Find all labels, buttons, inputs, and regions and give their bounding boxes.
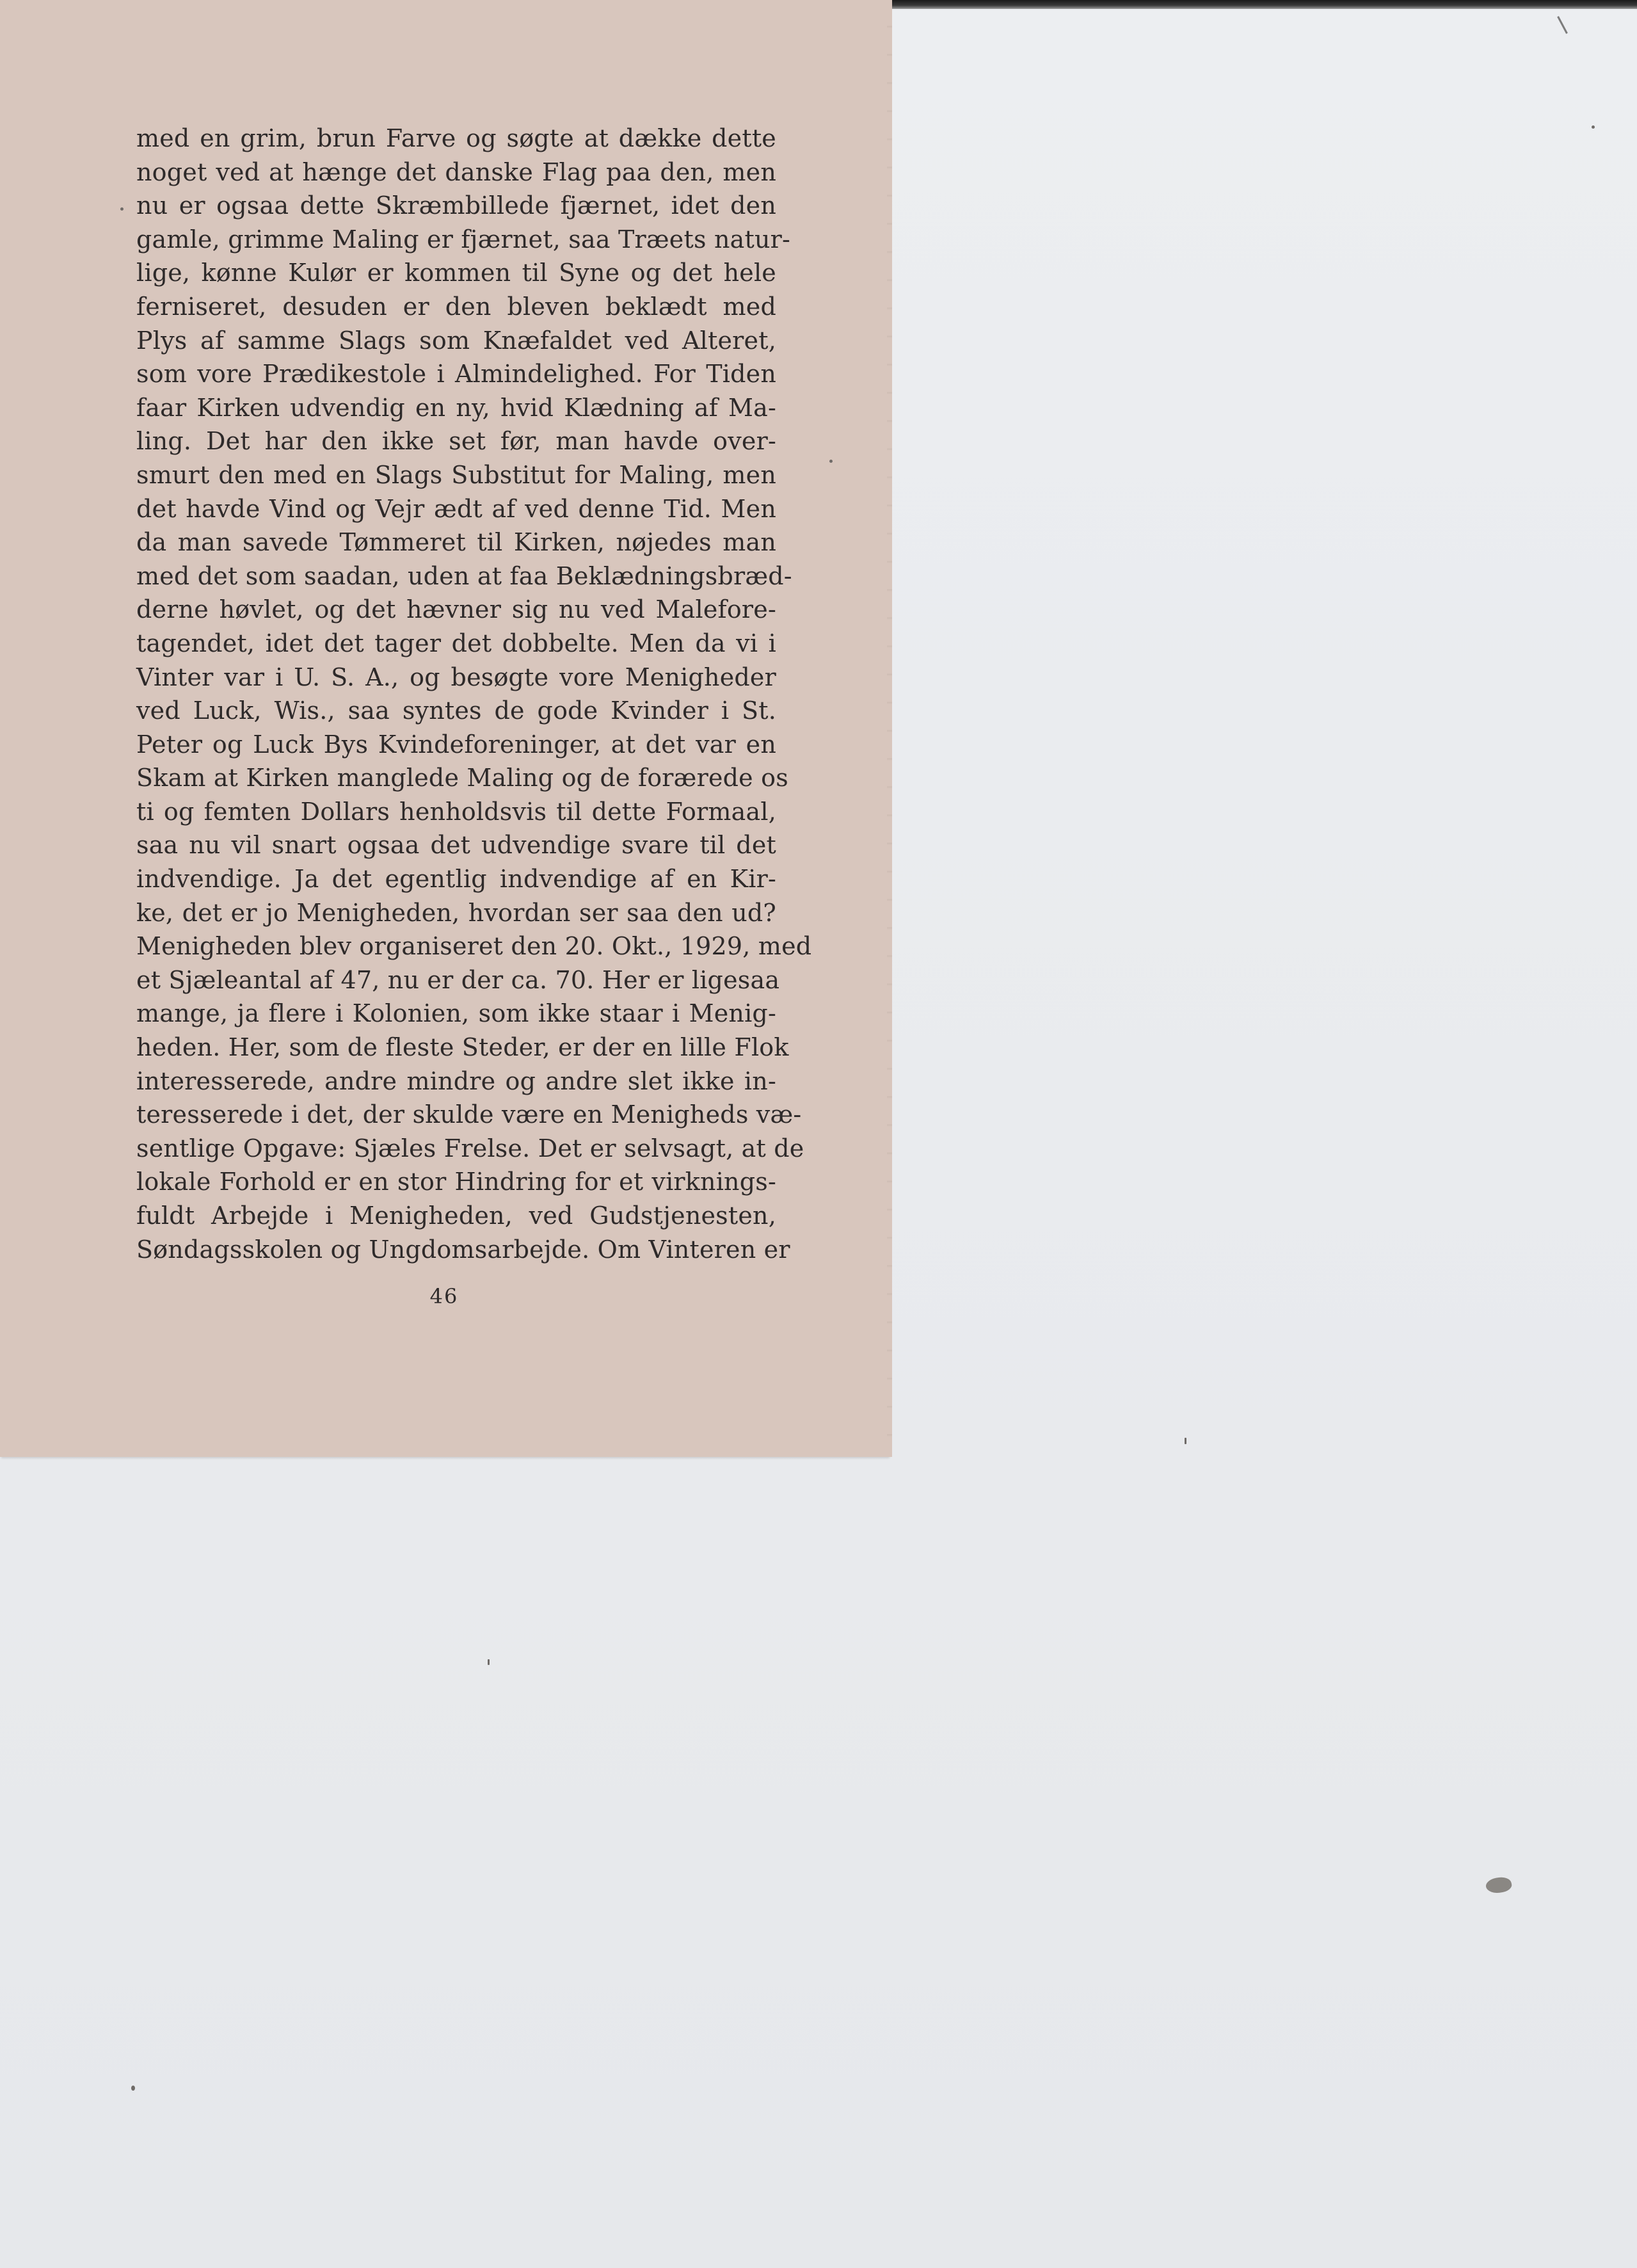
text-line: tagendet, idet det tager det dobbelte. Men da vi i — [136, 629, 776, 657]
text-line: som vore Prædikestole i Almindelighed. For Tiden — [136, 360, 776, 389]
text-line: faar Kirken udvendig en ny, hvid Klædning af Ma- — [136, 393, 776, 422]
dust-speck — [488, 1659, 490, 1665]
text-line: derne høvlet, og det hævner sig nu ved Malefore- — [136, 595, 776, 624]
text-line: Menigheden blev organiseret den 20. Okt., 1929, med — [136, 932, 812, 961]
text-line: ved Luck, Wis., saa syntes de gode Kvinder i St. — [136, 696, 776, 725]
text-line: ti og femten Dollars henholdsvis til dette Formaal, — [136, 797, 776, 826]
page-number: 46 — [429, 1284, 459, 1308]
dust-speck — [131, 2086, 135, 2091]
text-line: Søndagsskolen og Ungdomsarbejde. Om Vinteren er — [136, 1235, 790, 1264]
text-line: heden. Her, som de fleste Steder, er der en lille Flok — [136, 1033, 789, 1062]
text-line: Plys af samme Slags som Knæfaldet ved Alteret, — [136, 326, 776, 355]
text-line: da man savede Tømmeret til Kirken, nøjedes man — [136, 528, 776, 557]
text-line: noget ved at hænge det danske Flag paa den, men — [136, 157, 776, 186]
text-line: teresserede i det, der skulde være en Menigheds væ- — [136, 1100, 802, 1129]
text-line: Skam at Kirken manglede Maling og de forærede os — [136, 764, 788, 792]
text-line: lige, kønne Kulør er kommen til Syne og det hele — [136, 259, 776, 287]
text-line: fuldt Arbejde i Menigheden, ved Gudstjenesten, — [136, 1202, 776, 1230]
page-torn-edge — [887, 0, 892, 1457]
text-line: sentlige Opgave: Sjæles Frelse. Det er selvsagt, at de — [136, 1134, 804, 1162]
dust-speck — [120, 207, 124, 211]
text-line: lokale Forhold er en stor Hindring for et virknings- — [136, 1168, 776, 1196]
text-line: med en grim, brun Farve og søgte at dække dette — [136, 124, 776, 152]
dust-speck — [829, 460, 833, 463]
dust-speck — [1185, 1438, 1186, 1444]
body-text — [136, 122, 812, 1266]
text-line: det havde Vind og Vejr ædt af ved denne Tid. Men — [136, 494, 776, 523]
text-line: saa nu vil snart ogsaa det udvendige svare til det — [136, 831, 776, 860]
text-line: gamle, grimme Maling er fjærnet, saa Træets natur- — [136, 225, 791, 253]
text-line: nu er ogsaa dette Skræmbillede fjærnet, idet den — [136, 191, 776, 220]
text-line: med det som saadan, uden at faa Beklædningsbræd- — [136, 561, 792, 590]
document-page — [0, 0, 888, 1457]
text-line: ling. Det har den ikke set før, man havde over- — [136, 427, 776, 456]
text-line: interesserede, andre mindre og andre slet ikke in- — [136, 1066, 776, 1095]
text-line: indvendige. Ja det egentlig indvendige af en Kir- — [136, 865, 776, 894]
text-line: ke, det er jo Menigheden, hvordan ser saa den ud? — [136, 898, 776, 927]
dust-speck — [1592, 125, 1595, 129]
text-line: mange, ja flere i Kolonien, som ikke staar i Menig- — [136, 999, 776, 1028]
text-line: Peter og Luck Bys Kvindeforeninger, at det var en — [136, 730, 776, 759]
text-line: ferniseret, desuden er den bleven beklædt med — [136, 292, 776, 321]
text-line: et Sjæleantal af 47, nu er der ca. 70. Her er ligesaa — [136, 965, 780, 994]
text-line: Vinter var i U. S. A., og besøgte vore Menigheder — [136, 663, 776, 691]
text-line: smurt den med en Slags Substitut for Maling, men — [136, 460, 776, 489]
